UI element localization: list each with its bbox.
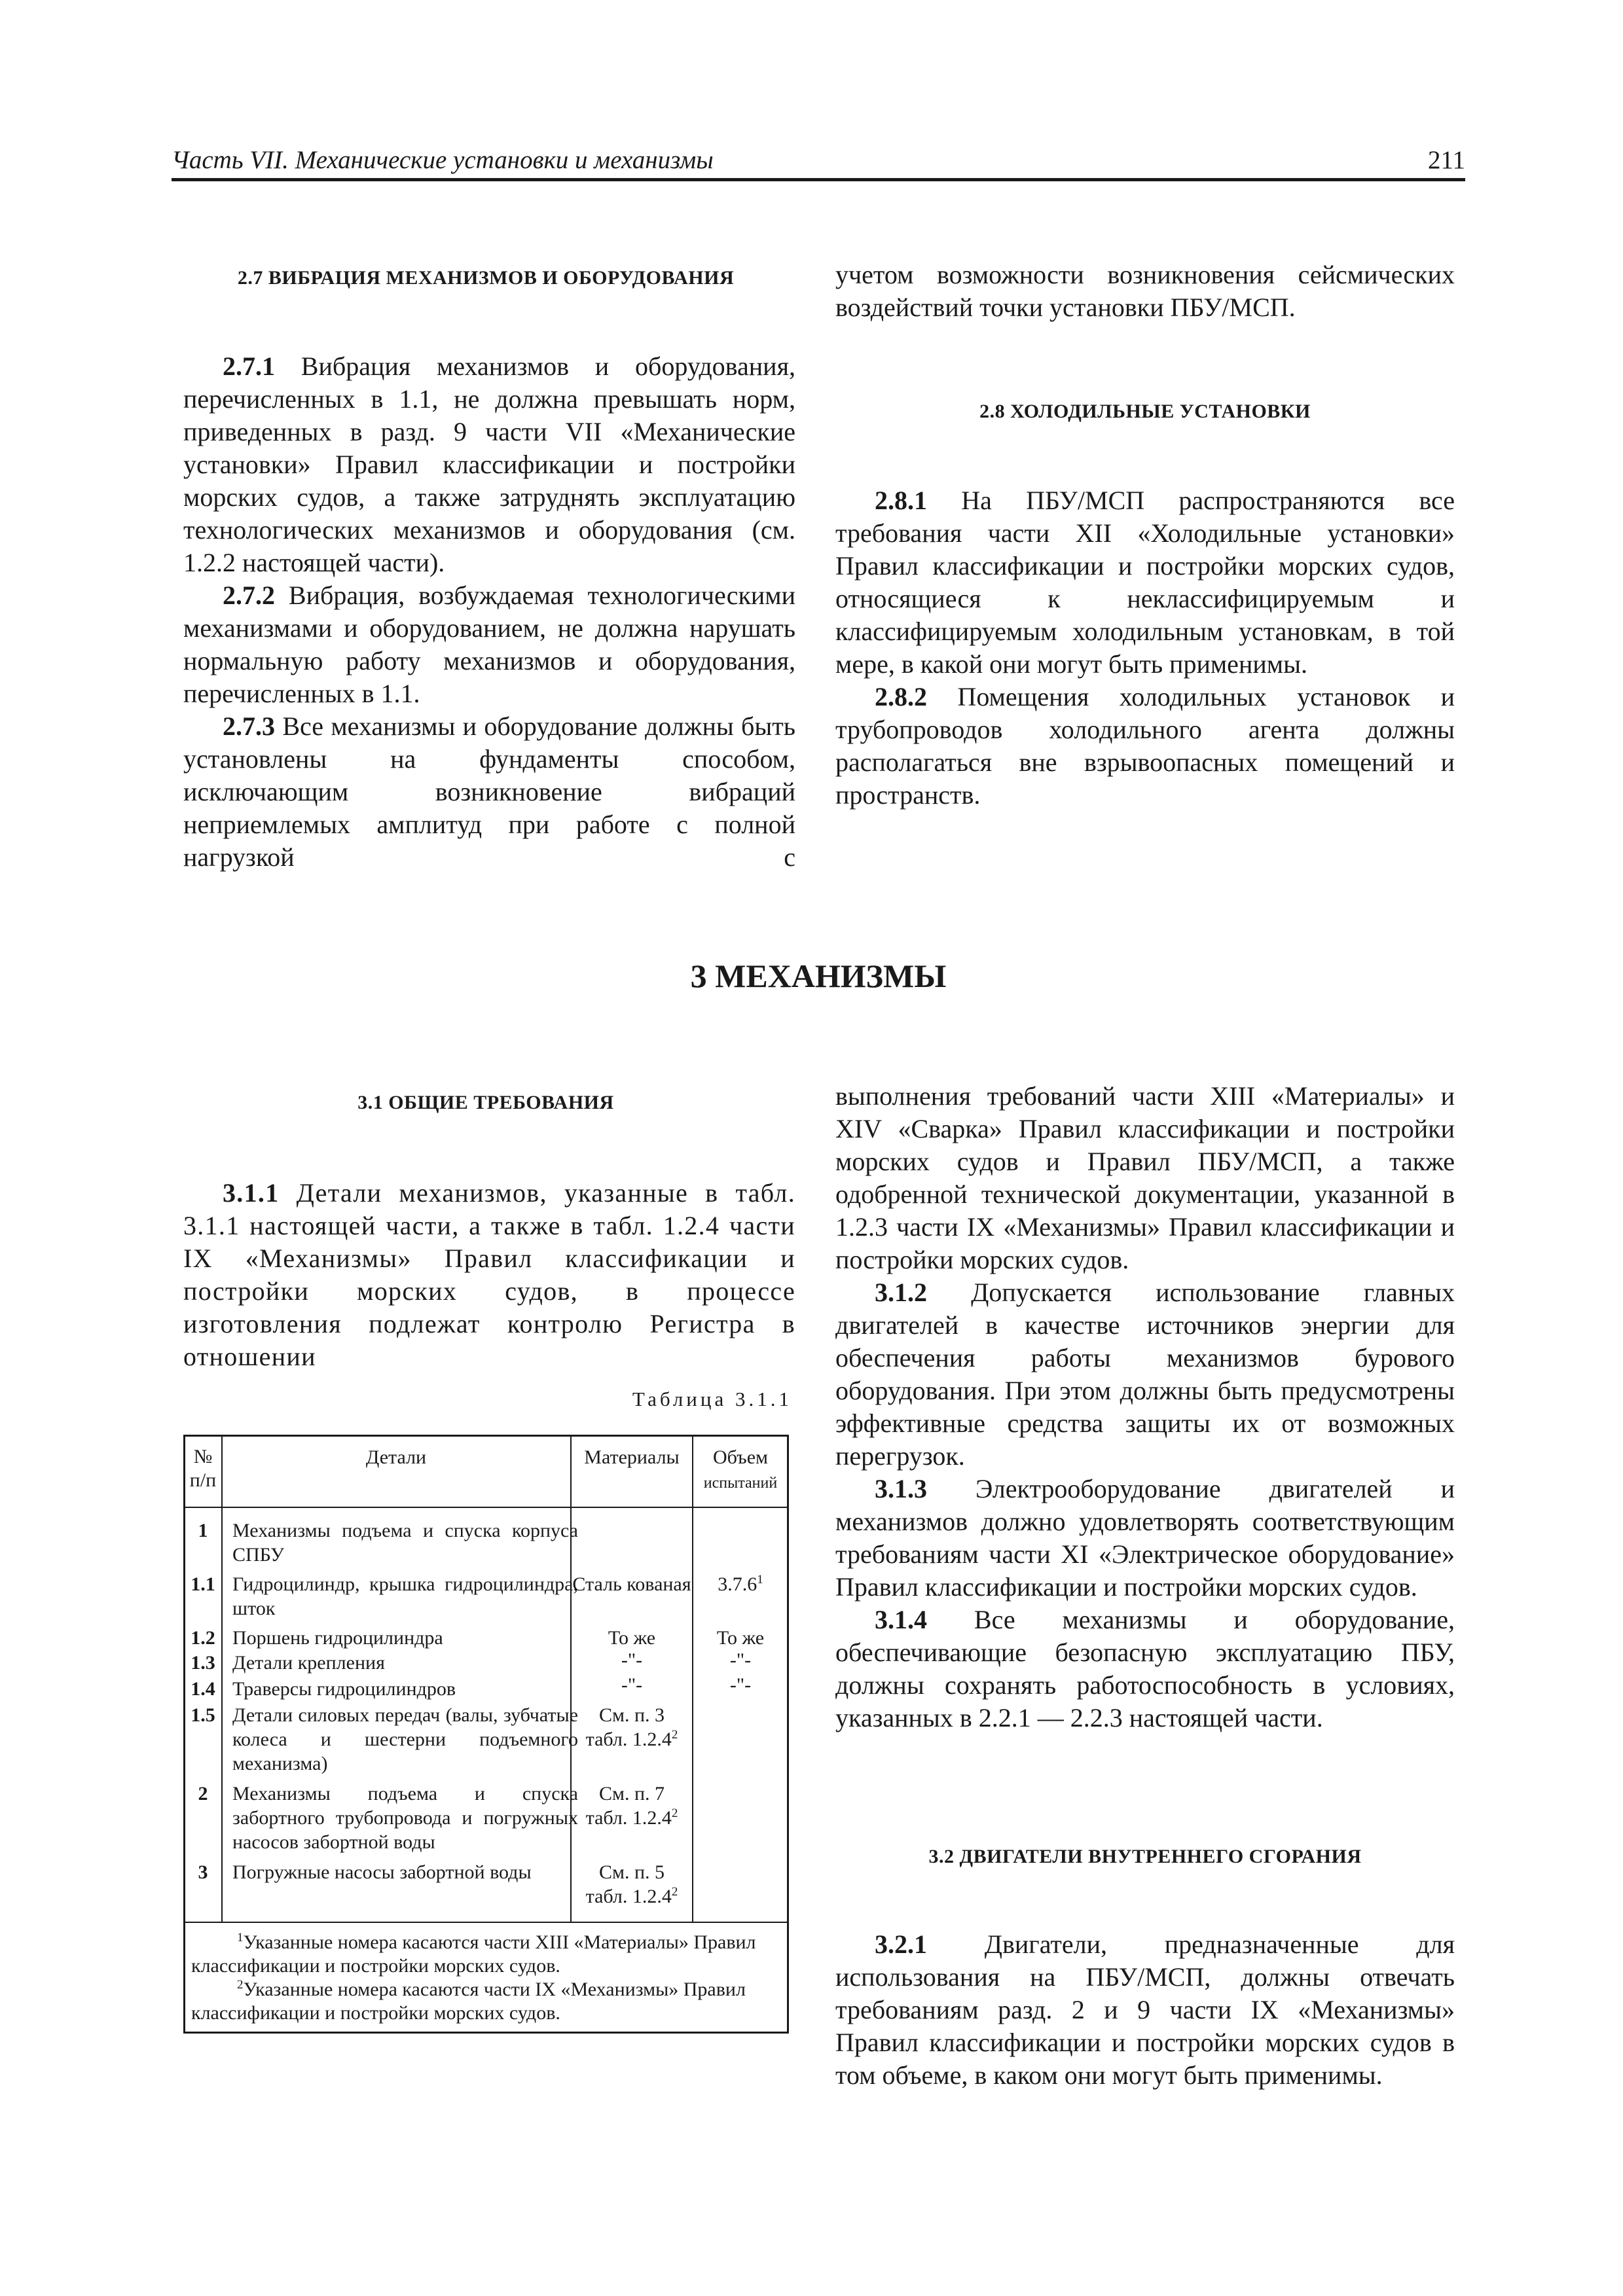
section-3-1-body — [183, 1177, 795, 1373]
para-2-8-2: 2.8.2 Помещения холодильных установок и трубопроводов холодильного агента должны располагаться вне взрывоопасных помещений и пространств. — [835, 682, 1455, 810]
para-num: 3.1.4 — [875, 1605, 927, 1634]
para-num: 2.7.3 — [223, 711, 275, 741]
para-2-7-1: 2.7.1 Вибрация механизмов и оборудования, перечисленных в 1.1, не должна превышать норм, приведенных в разд. 9 части VII «Механические установки» Правил классификации и постройки морских судов, а также затруднять эксплуатацию технологических механизмов и оборудования (см. 1.2.2 настоящей части). — [183, 351, 795, 577]
th-num: № п/п — [189, 1446, 217, 1491]
row-volume: -"- — [729, 1674, 752, 1696]
row-details: Гидроцилиндр, крышка гидроцилиндра, шток — [232, 1573, 578, 1619]
row-materials: -"- — [621, 1674, 643, 1696]
row-volume: -"- — [729, 1649, 752, 1671]
table-footnote-2: $^2$Указанные номера касаются части IX «Механизмы» Правил классификации и постройки морских судов. — [191, 1978, 746, 2024]
th-materials: Материалы — [584, 1446, 680, 1468]
para-2-7-2: 2.7.2 Вибрация, возбуждаемая технологическими механизмами и оборудованием, не должна нарушать нормальную работу механизмов и оборудования, перечисленных в 1.1. — [183, 581, 795, 708]
para-2-7-3: 2.7.3 Все механизмы и оборудование должны быть установлены на фундаменты способом, исключающим возникновение вибраций неприемлемых амплитуд при работе с полной нагрузкой с — [183, 711, 795, 872]
para-num: 2.7.2 — [223, 581, 275, 610]
section-2-7-continued — [835, 259, 1455, 324]
page-number: 211 — [1427, 146, 1465, 174]
row-num: 2 — [198, 1783, 208, 1804]
para-3-1-1: 3.1.1 Детали механизмов, указанные в табл. 3.1.1 настоящей части, а также в табл. 1.2.4 части IX «Механизмы» Правил классификации и постройки морских судов, в процессе изготовления подлежат контролю Регистра в отношении — [183, 1178, 795, 1371]
row-details: Траверсы гидроцилиндров — [232, 1678, 456, 1700]
table-footnote-1: $^1$Указанные номера касаются части XIII «Материалы» Правил классификации и постройки морских судов. — [191, 1931, 756, 1977]
section-2-7-body — [183, 350, 795, 874]
row-num: 1.2 — [191, 1627, 215, 1649]
running-header-title: Часть VII. Механические установки и механизмы — [172, 146, 714, 174]
th-volume-sub: испытаний — [703, 1475, 778, 1492]
row-materials: То же — [608, 1627, 656, 1649]
table-caption: Таблица 3.1.1 — [632, 1388, 792, 1410]
table-footnote-rule — [183, 1922, 789, 1923]
row-materials: См. п. 5 табл. 1.2.4$^2$ — [585, 1861, 678, 1907]
row-details: Механизмы подъема и спуска корпуса СПБУ — [232, 1520, 578, 1566]
para-3-2-1: 3.2.1 Двигатели, предназначенные для использования на ПБУ/МСП, должны отвечать требованиям разд. 2 и 9 части IX «Механизмы» Правил классификации и постройки морских судов в том объеме, в каком они могут быть применимы. — [835, 1929, 1455, 2090]
section-3-1-continued — [835, 1080, 1455, 1734]
row-volume: 3.7.6$^1$ — [718, 1573, 763, 1595]
row-materials: Сталь кованая — [572, 1573, 691, 1595]
row-num: 1 — [198, 1520, 208, 1541]
row-materials: -"- — [621, 1649, 643, 1671]
table-header-rule — [183, 1507, 789, 1508]
row-num: 3 — [198, 1861, 208, 1883]
para-num: 2.7.1 — [223, 351, 275, 381]
th-volume: Объем — [713, 1446, 768, 1468]
para-3-1-1-cont: выполнения требований части XIII «Материалы» и XIV «Сварка» Правил классификации и постройки морских судов и Правил ПБУ/МСП, а также одобренной технической документации, указанной в 1.2.3 части IX «Механизмы» Правил классификации и постройки морских судов. — [835, 1081, 1455, 1274]
section-2-8-title: 2.8 ХОЛОДИЛЬНЫЕ УСТАНОВКИ — [979, 401, 1311, 422]
row-volume: То же — [716, 1627, 765, 1649]
para-3-1-4: 3.1.4 Все механизмы и оборудование, обеспечивающие безопасную эксплуатацию ПБУ, должны сохранять работоспособность в условиях, указанных в 2.2.1 — 2.2.3 настоящей части. — [835, 1605, 1455, 1732]
row-details: Погружные насосы забортной воды — [232, 1861, 532, 1883]
row-details: Поршень гидроцилиндра — [232, 1627, 443, 1649]
para-2-8-1: 2.8.1 На ПБУ/МСП распространяются все требования части XII «Холодильные установки» Правил классификации и постройки морских судов, относящиеся к неклассифицируемым и классифицируемым холодильным установкам, в той мере, в какой они могут быть применимы. — [835, 486, 1455, 679]
row-num: 1.1 — [191, 1573, 215, 1595]
row-num: 1.4 — [191, 1678, 215, 1700]
para-num: 2.8.1 — [875, 486, 927, 515]
row-materials: См. п. 7 табл. 1.2.4$^2$ — [585, 1783, 678, 1829]
para-num: 3.2.1 — [875, 1929, 927, 1959]
row-materials: См. п. 3 табл. 1.2.4$^2$ — [585, 1704, 678, 1750]
para-num: 3.1.3 — [875, 1474, 927, 1503]
para-num: 2.8.2 — [875, 682, 927, 711]
para-num: 3.1.1 — [223, 1178, 280, 1208]
row-details: Детали крепления — [232, 1652, 385, 1674]
row-details: Детали силовых передач (валы, зубчатые колеса и шестерни подъемного механизма) — [232, 1704, 578, 1774]
row-details: Механизмы подъема и спуска забортного трубопровода и погружных насосов забортной воды — [232, 1783, 578, 1853]
section-2-7-title: 2.7 ВИБРАЦИЯ МЕХАНИЗМОВ И ОБОРУДОВАНИЯ — [237, 267, 735, 289]
para-num: 3.1.2 — [875, 1278, 927, 1307]
section-3-1-title: 3.1 ОБЩИЕ ТРЕБОВАНИЯ — [357, 1092, 614, 1113]
header-rule — [172, 178, 1465, 181]
section-3-2-title: 3.2 ДВИГАТЕЛИ ВНУТРЕННЕГО СГОРАНИЯ — [928, 1846, 1362, 1867]
row-num: 1.5 — [191, 1704, 215, 1726]
para-3-1-3: 3.1.3 Электрооборудование двигателей и механизмов должно удовлетворять соответствующим требованиям части XI «Электрическое оборудование» Правил классификации и постройки морских судов. — [835, 1474, 1455, 1602]
section-2-8-body — [835, 484, 1455, 812]
row-num: 1.3 — [191, 1652, 215, 1674]
th-details: Детали — [365, 1446, 427, 1468]
para-2-7-3-cont: учетом возможности возникновения сейсмических воздействий точки установки ПБУ/МСП. — [835, 260, 1455, 322]
section-3-2-body — [835, 1928, 1455, 2092]
chapter-3-title: 3 МЕХАНИЗМЫ — [690, 958, 947, 994]
para-3-1-2: 3.1.2 Допускается использование главных двигателей в качестве источников энергии для обеспечения работы механизмов бурового оборудования. При этом должны быть предусмотрены эффективные средства защиты их от возможных перегрузок. — [835, 1278, 1455, 1471]
